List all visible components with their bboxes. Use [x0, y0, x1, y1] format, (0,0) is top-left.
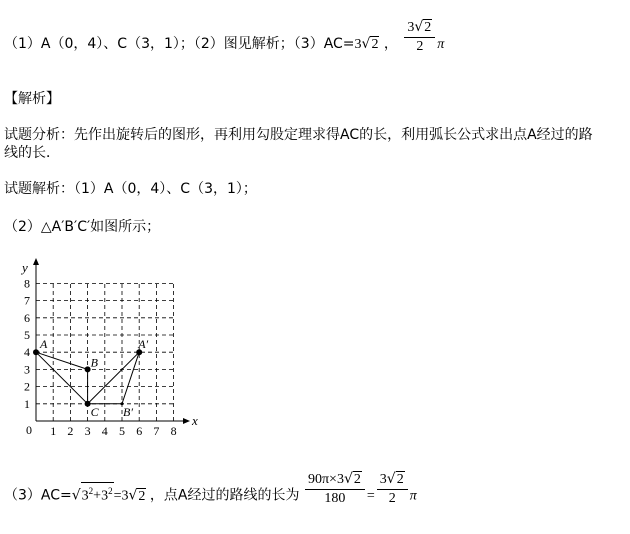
result-radicand: 2 — [138, 488, 146, 504]
y-tick-label: 6 — [24, 310, 30, 325]
section-heading: 【解析】 — [4, 91, 60, 107]
part3-prefix: （3）AC= — [4, 487, 72, 504]
ac-coefficient: 3 — [354, 37, 362, 52]
y-tick-label: 4 — [24, 345, 30, 360]
arc-num-radicand: 2 — [353, 472, 361, 488]
solution-line-1: 试题解析：（1）A（0，4）、C（3，1）； — [4, 181, 257, 197]
arc-num-left: 90π×3 — [307, 472, 344, 488]
equals-sign-2: = — [366, 488, 375, 504]
arc-den: 180 — [324, 491, 346, 507]
origin-label: 0 — [26, 423, 32, 437]
arc-fraction — [305, 470, 365, 508]
x-tick-label: 3 — [84, 424, 91, 438]
sqrt-sign: √ — [361, 36, 371, 52]
sqrt-sign: √ — [414, 19, 424, 35]
radicand-b: 3 — [101, 488, 109, 504]
x-tick-label: 1 — [50, 424, 57, 438]
answer-fraction — [404, 18, 435, 56]
exp-a: 2 — [88, 486, 94, 496]
point-label: B — [90, 355, 98, 370]
answer-line — [4, 19, 445, 56]
frac-den: 2 — [416, 39, 424, 54]
sqrt-sign: √ — [386, 471, 396, 488]
answer-text: （1）A（0，4）、C（3，1）；（2）图见解析；（3）AC= — [4, 36, 355, 52]
y-axis-arrow — [33, 258, 39, 265]
x-tick-label: 5 — [119, 424, 125, 438]
result-coef: 3 — [121, 488, 129, 504]
x-tick-label: 4 — [101, 424, 108, 438]
point-A — [33, 349, 39, 355]
plus-sign: + — [93, 488, 102, 504]
x-axis-label: x — [192, 413, 198, 428]
result-num-coef: 3 — [379, 472, 387, 488]
frac-num-coef: 3 — [407, 20, 415, 35]
result-den: 2 — [388, 491, 396, 507]
y-tick-label: 8 — [24, 276, 30, 291]
sqrt-sign: √ — [71, 487, 81, 504]
x-tick-label: 8 — [170, 424, 177, 438]
part3-radicand — [81, 482, 114, 505]
solution-line-2: （2）△A′B′C′如图所示； — [4, 219, 161, 235]
x-axis-arrow — [183, 418, 190, 424]
part3-middle: ，点A经过的路线的长为 — [149, 487, 300, 504]
radicand-a: 3 — [81, 488, 89, 504]
y-tick-label: 2 — [24, 379, 30, 394]
point-label: A′ — [138, 337, 149, 352]
y-axis-label: y — [22, 260, 28, 275]
sqrt-sign: √ — [128, 487, 138, 504]
result-num-radicand: 2 — [396, 472, 404, 488]
dashed-grid — [36, 283, 174, 421]
y-tick-label: 1 — [24, 396, 30, 411]
coordinate-graph — [14, 254, 224, 444]
x-tick-label: 2 — [67, 424, 74, 438]
sqrt-sign: √ — [343, 471, 353, 488]
pi-symbol-2: π — [409, 488, 417, 504]
y-tick-label: 5 — [24, 328, 30, 342]
point-label: A — [40, 337, 48, 352]
result-fraction — [377, 470, 408, 508]
y-tick-label: 7 — [24, 293, 30, 308]
triangles — [36, 352, 139, 404]
y-tick-label: 3 — [24, 362, 30, 377]
analysis-line-2: 线的长． — [4, 145, 60, 161]
analysis-line-1: 试题分析：先作出旋转后的图形，再利用勾股定理求得AC的长，利用弧长公式求出点A经过的路 — [4, 127, 593, 143]
answer-comma: ， — [383, 36, 398, 52]
x-tick-label: 7 — [153, 424, 160, 438]
pi-symbol: π — [437, 37, 445, 52]
equals-sign: = — [113, 488, 122, 504]
point-label: B′ — [123, 404, 133, 419]
exp-b: 2 — [108, 486, 113, 496]
point-label: C — [90, 404, 99, 419]
x-tick-label: 6 — [136, 424, 143, 438]
ac-radicand: 2 — [371, 37, 379, 52]
triangle-abc — [36, 352, 88, 404]
frac-num-radicand: 2 — [424, 20, 432, 35]
